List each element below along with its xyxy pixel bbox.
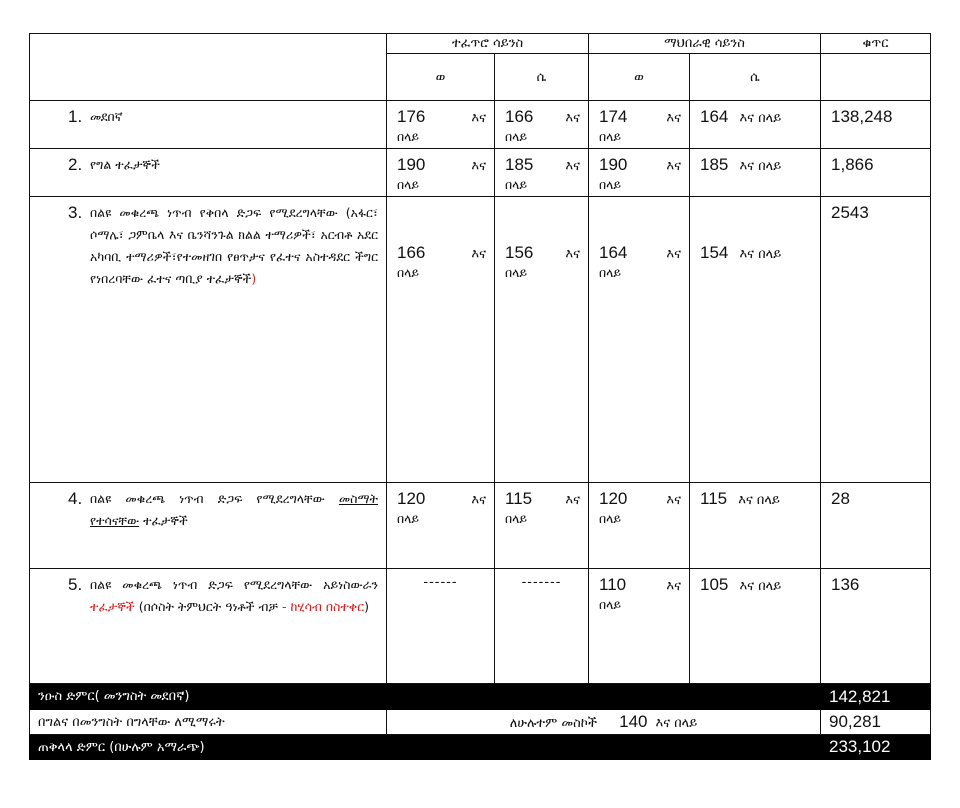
row-label-text: በልዩ መቁረጫ ነጥብ የቅበላ ድጋፍ የሚደረግላቸው (አፋር፣ ሶማሌ፣ ጋምቤላ እና ቤንሻንጉል ክልል ተማሪዎች፣ አርብቶ አደር አካባቢ ተማሪዎች፣የተመዘገበ የፀጥታና የፈተና አስተዳደር ችግር የነበረባቸው ፈተና ጣቢያ ተፈታኞች [90, 205, 378, 286]
social-female-cutoff [690, 569, 821, 684]
category-cell [30, 101, 387, 149]
and-word: እና [666, 159, 681, 174]
score: 185 [505, 155, 534, 174]
score: 164 [599, 243, 628, 262]
private-cutoff [387, 710, 821, 735]
row-label-prefix: በልዩ መቁረጫ ነጥብ ድጋፍ የሚደረግላቸው [90, 491, 325, 506]
and-word: እና [565, 111, 580, 126]
social-male-cutoff [589, 569, 690, 684]
row-label-underlined: መስማት የተሳናቸው [90, 491, 378, 528]
row-label-red-note: - ከሂሳብ በስተቀር [281, 599, 365, 614]
total-value: 233,102 [821, 735, 931, 760]
table-row [30, 197, 931, 483]
category-cell [30, 569, 387, 684]
subtotal-row [30, 684, 931, 710]
score: 154 [700, 243, 729, 262]
and-above-text: እና በላይ [739, 247, 782, 262]
row-index: 2. [68, 155, 83, 174]
table-row [30, 101, 931, 149]
above-word: በላይ [599, 265, 622, 280]
score: 190 [599, 155, 628, 174]
above-word: በላይ [505, 177, 528, 192]
social-male-cutoff [589, 483, 690, 569]
social-male-cutoff [589, 101, 690, 149]
row-label: መደበኛ [90, 109, 123, 124]
private-note: ለሁሉተም መስኮች [509, 716, 598, 731]
category-cell [30, 149, 387, 197]
and-above-text: እና በላይ [739, 159, 782, 174]
row-index: 1. [68, 107, 83, 126]
natural-female-cutoff [495, 197, 589, 483]
natural-male-cutoff [387, 101, 495, 149]
row-label-end: ) [364, 599, 369, 614]
row-index: 5. [68, 575, 83, 594]
and-word: እና [565, 159, 580, 174]
score: 156 [505, 243, 534, 262]
above-word: በላይ [397, 511, 420, 526]
count-cell: 1,866 [821, 149, 931, 197]
score: 120 [397, 489, 426, 508]
header-male-social: ወ [589, 54, 690, 101]
and-word: እና [666, 247, 681, 262]
row-label [90, 488, 378, 532]
and-above-text: እና በላይ [739, 111, 782, 126]
score: 190 [397, 155, 426, 174]
table-row [30, 569, 931, 684]
above-word: በላይ [505, 511, 528, 526]
header-count-blank [821, 54, 931, 101]
and-word: እና [666, 579, 681, 594]
and-word: እና [565, 493, 580, 508]
and-word: እና [666, 111, 681, 126]
score: 176 [397, 107, 426, 126]
social-female-cutoff [690, 149, 821, 197]
natural-male-dash: ------ [387, 569, 495, 684]
natural-male-cutoff [387, 149, 495, 197]
row-label: የግል ተፈታኞች [90, 157, 160, 172]
category-cell [30, 197, 387, 483]
total-row [30, 735, 931, 760]
count-cell: 136 [821, 569, 931, 684]
above-word: በላይ [397, 129, 420, 144]
row-label [90, 202, 378, 290]
header-female-natural: ሴ [495, 54, 589, 101]
count-cell: 28 [821, 483, 931, 569]
private-tail: እና በላይ [655, 716, 698, 731]
private-value: 90,281 [821, 710, 931, 735]
natural-female-dash: ------- [495, 569, 589, 684]
row-label-red: ተፈታኞች [90, 599, 135, 614]
natural-male-cutoff [387, 197, 495, 483]
above-word: በላይ [397, 177, 420, 192]
score: 110 [599, 575, 627, 594]
above-word: በላይ [505, 129, 528, 144]
header-female-social: ሴ [690, 54, 821, 101]
and-word: እና [471, 111, 486, 126]
row-index: 4. [68, 489, 83, 508]
header-male-natural: ወ [387, 54, 495, 101]
social-male-cutoff [589, 197, 690, 483]
score: 166 [397, 243, 426, 262]
score: 105 [700, 575, 729, 594]
private-label: በግልና በመንግስት በግላቸው ለሚማሩት [30, 710, 387, 735]
above-word: በላይ [599, 597, 622, 612]
header-count: ቁጥር [821, 34, 931, 54]
and-word: እና [471, 159, 486, 174]
subtotal-value: 142,821 [821, 684, 931, 710]
subtotal-label: ንዑስ ድምር( መንግስት መደበኛ) [30, 684, 821, 710]
and-word: እና [471, 493, 486, 508]
admission-cutoff-table [29, 33, 931, 760]
row-label-suffix: ተፈታኞች [143, 513, 188, 528]
count-cell: 2543 [821, 197, 931, 483]
natural-female-cutoff [495, 483, 589, 569]
and-word: እና [565, 247, 580, 262]
header-natural-science: ተፈጥሮ ሳይንስ [387, 34, 589, 54]
and-word: እና [666, 493, 681, 508]
above-word: በላይ [505, 265, 528, 280]
count-cell: 138,248 [821, 101, 931, 149]
row-label-mid: (በሶስት ትምህርት ዓነቶች ብቻ [138, 599, 278, 614]
above-word: በላይ [599, 177, 622, 192]
above-word: በላይ [599, 129, 622, 144]
category-cell [30, 483, 387, 569]
closing-paren: ) [251, 271, 257, 286]
total-label: ጠቅላላ ድምር (በሁሉም አማራጭ) [30, 735, 821, 760]
row-label [90, 574, 378, 618]
above-word: በላይ [397, 265, 420, 280]
social-female-cutoff [690, 101, 821, 149]
natural-female-cutoff [495, 149, 589, 197]
row-index: 3. [68, 203, 83, 222]
row-label-prefix: በልዩ መቁረጫ ነጥብ ድጋፍ የሚደረግላቸው አይነስውራን [90, 577, 378, 592]
table-row [30, 483, 931, 569]
score: 174 [599, 107, 628, 126]
private-score: 140 [619, 712, 648, 731]
header-blank-cell [30, 34, 387, 101]
social-male-cutoff [589, 149, 690, 197]
score: 166 [505, 107, 534, 126]
private-row [30, 710, 931, 735]
score: 164 [700, 107, 729, 126]
header-social-science: ማህበራዊ ሳይንስ [589, 34, 821, 54]
and-above-text: እና በላይ [739, 579, 782, 594]
above-word: በላይ [599, 511, 622, 526]
score: 115 [505, 489, 533, 508]
score: 115 [700, 489, 728, 508]
and-above-text: እና በላይ [738, 493, 780, 508]
score: 185 [700, 155, 729, 174]
natural-female-cutoff [495, 101, 589, 149]
and-word: እና [471, 247, 486, 262]
social-female-cutoff [690, 197, 821, 483]
social-female-cutoff [690, 483, 821, 569]
table-row [30, 149, 931, 197]
score: 120 [599, 489, 628, 508]
natural-male-cutoff [387, 483, 495, 569]
